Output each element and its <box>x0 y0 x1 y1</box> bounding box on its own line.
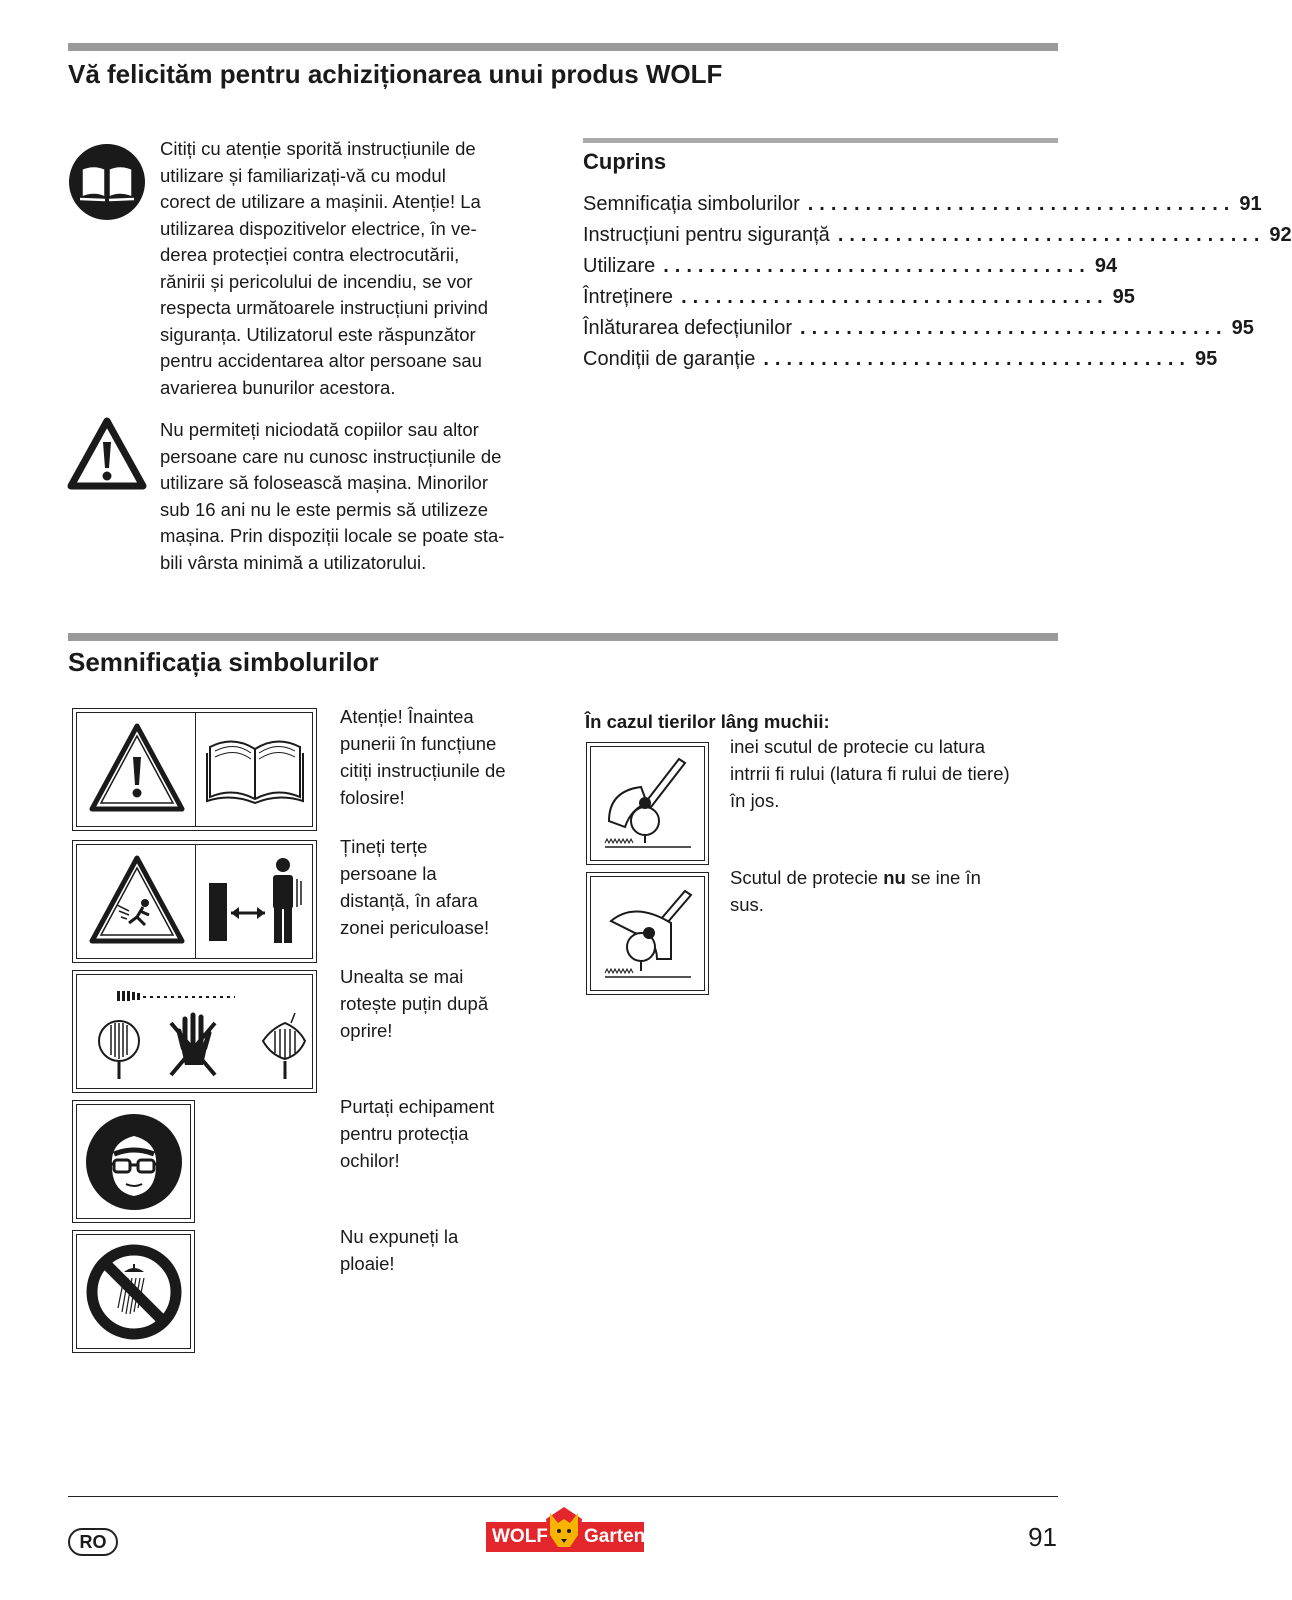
intro-line: rănirii și pericolului de incendiu, se vor <box>160 270 473 292</box>
intro-line: sub 16 ani nu le este permis să utilizeze <box>160 498 489 520</box>
thrown-object-warning-icon <box>87 853 187 949</box>
no-rain-icon <box>84 1242 184 1342</box>
intro-line: mașina. Prin dispoziții locale se poate sta- <box>160 525 505 546</box>
symbols-rule <box>68 633 1058 641</box>
symbol-description: Țineți terțe persoane la distanță, în afara zonei periculoase! <box>340 836 490 938</box>
toc-entry-label: Instrucțiuni pentru siguranță <box>583 224 830 246</box>
footer-rule <box>68 1496 1058 1497</box>
symbol-keep-distance-box <box>72 840 317 963</box>
toc-rule <box>583 138 1058 143</box>
toc-entry-page: 94 <box>1094 255 1118 277</box>
intro-line: Citiți cu atenție sporită instrucțiunile de <box>160 138 476 159</box>
toc-entry-label: Semnificația simbolurilor <box>583 193 800 215</box>
edge-trimming-heading: În cazul tierilor lâng muchii: <box>585 711 830 732</box>
intro-line: pentru accidentarea altor persoane sau <box>160 350 482 371</box>
intro-paragraph-2 <box>160 417 550 576</box>
table-of-contents <box>583 189 1292 375</box>
symbol-description: Atenție! Înaintea punerii în funcțiune citiți instrucțiunile de folosire! <box>340 706 506 808</box>
page-number: 91 <box>1028 1522 1057 1552</box>
symbol-eye-protection-box <box>72 1100 195 1223</box>
intro-line: Nu permiteți niciodată copiilor sau altor <box>160 419 479 440</box>
toc-leader-dots: ..................................... <box>663 255 1091 277</box>
guard-down-diagram <box>586 742 709 865</box>
symbol-description: Nu expuneți la ploaie! <box>340 1226 459 1274</box>
trimmer-guard-up-icon <box>595 881 701 987</box>
trimmer-guard-down-icon <box>595 751 701 857</box>
toc-entry-page: 92 <box>1269 224 1292 246</box>
language-badge: RO <box>68 1528 118 1556</box>
wolf-garten-logo <box>486 1505 644 1553</box>
toc-entry[interactable] <box>583 189 1262 220</box>
toc-entry-page: 95 <box>1194 348 1218 370</box>
toc-entry-page: 95 <box>1231 317 1254 339</box>
edge-trimming-text-1: inei scutul de protecie cu latura intrrii fi rului (latura fi rului de tiere) în jos. <box>730 736 1010 811</box>
page-title: Vă felicităm pentru achiziționarea unui produs WOLF <box>68 59 723 89</box>
logo-text-wolf: WOLF <box>492 1526 548 1547</box>
toc-entry[interactable] <box>583 220 1292 251</box>
intro-line: utilizare să folosească mașina. Minorilor <box>160 472 488 493</box>
toc-entry-page: 91 <box>1239 193 1262 215</box>
toc-leader-dots: ..................................... <box>681 286 1109 308</box>
toc-leader-dots: ..................................... <box>807 193 1236 215</box>
symbol-rotating-tool-box <box>72 970 317 1093</box>
toc-entry-page: 95 <box>1112 286 1135 308</box>
toc-entry[interactable] <box>583 313 1254 344</box>
guard-up-diagram <box>586 872 709 995</box>
symbol-read-manual-box <box>72 708 317 831</box>
open-book-icon <box>205 731 305 805</box>
warning-triangle-icon <box>66 416 148 492</box>
toc-entry[interactable] <box>583 251 1118 282</box>
symbol-description: Purtați echipament pentru protecția ochilor! <box>340 1096 495 1171</box>
toc-entry-label: Înlăturarea defecțiunilor <box>583 317 793 339</box>
intro-line: avarierea bunurilor acestora. <box>160 376 396 398</box>
toc-entry-label: Utilizare <box>583 255 656 277</box>
intro-line: utilizare și familiarizați-vă cu modul <box>160 164 446 186</box>
toc-entry-label: Condiții de garanție <box>583 348 756 370</box>
eye-protection-icon <box>84 1112 184 1212</box>
intro-line: persoane care nu cunosc instrucțiunile de <box>160 445 502 467</box>
rotating-tool-icon <box>85 983 305 1081</box>
intro-line: siguranța. Utilizatorul este răspunzător <box>160 323 476 345</box>
toc-entry[interactable] <box>583 282 1135 313</box>
symbol-description: Unealta se mai rotește puțin după oprire! <box>340 966 489 1041</box>
intro-line: respecta următoarele instrucțiuni privind <box>160 297 489 318</box>
intro-line: utilizarea dispozitivelor electrice, în ve- <box>160 217 477 239</box>
intro-line: corect de utilizare a mașinii. Atenție! La <box>160 191 481 212</box>
symbol-no-rain-box <box>72 1230 195 1353</box>
fox-logo-icon <box>544 1505 584 1553</box>
intro-paragraph-1 <box>160 136 550 401</box>
toc-title: Cuprins <box>583 149 667 174</box>
person-distance-icon <box>203 855 307 947</box>
warning-triangle-icon <box>87 721 187 817</box>
intro-line: derea protecției contra electrocutării, <box>160 244 460 265</box>
top-rule <box>68 43 1058 51</box>
symbols-title: Semnificația simbolurilor <box>68 647 379 677</box>
logo-text-garten: Garten <box>584 1526 646 1547</box>
toc-leader-dots: ..................................... <box>800 317 1228 339</box>
toc-entry[interactable] <box>583 344 1218 375</box>
read-manual-icon <box>68 143 146 221</box>
intro-line: bili vârsta minimă a utilizatorului. <box>160 551 427 573</box>
toc-leader-dots: ..................................... <box>837 224 1266 246</box>
edge-trimming-text-2: Scutul de protecie nu se ine în sus. <box>730 867 981 915</box>
toc-leader-dots: ..................................... <box>763 348 1191 370</box>
toc-entry-label: Întreținere <box>583 286 674 308</box>
